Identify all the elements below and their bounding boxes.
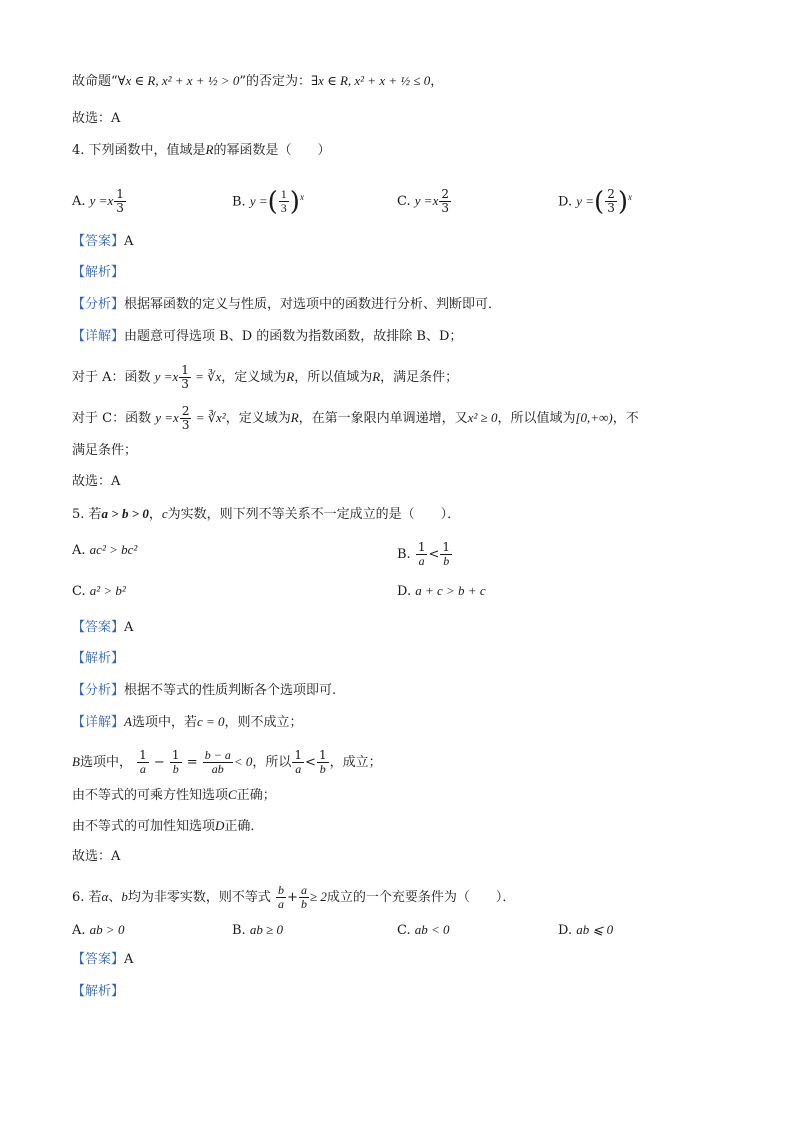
- q5-option-b: B. $\frac{1}{a}$ < $\frac{1}{b}$: [397, 540, 451, 568]
- frac: [416, 541, 428, 568]
- q6-option-b: [232, 921, 283, 940]
- q5-option-c: [72, 582, 126, 601]
- fenxi-line: [72, 682, 336, 700]
- detail-c-cont: 满足条件；: [72, 443, 138, 458]
- answer-line: [72, 951, 133, 969]
- math: y =: [155, 410, 174, 425]
- text: ，则不成立；: [224, 715, 303, 730]
- answer-tag: 【答案】: [72, 620, 125, 635]
- math: x: [173, 410, 179, 425]
- q6-option-d: [558, 921, 613, 940]
- math: y =: [414, 193, 433, 208]
- den: b: [319, 762, 326, 776]
- text: 的幂函数是（ ）: [213, 143, 331, 158]
- detail-c: 对于 C：函数 y =x $\frac{2}{3}$ = ∛x²，定义域为R，在第一象限内单调递增，又x² ≥ 0，所以值域为[0,+∞)，不: [72, 404, 639, 432]
- num: 1: [294, 748, 303, 762]
- num: 1: [417, 540, 426, 554]
- text: 对于 A：函数: [72, 370, 151, 385]
- math: ∛x: [207, 369, 222, 384]
- q4-option-d: [558, 188, 632, 215]
- option-label: B.: [232, 923, 246, 938]
- frac: [279, 188, 289, 215]
- frac: [137, 749, 149, 776]
- num: 1: [116, 187, 124, 201]
- math: x: [107, 193, 114, 208]
- text: 由不等式的可乘方性知选项: [72, 788, 229, 803]
- math-R: R: [205, 142, 214, 157]
- text: 根据不等式的性质判断各个选项即可.: [124, 683, 337, 698]
- math: c: [161, 506, 168, 521]
- text: 选项中，若: [131, 715, 197, 730]
- text: 选项中，: [79, 755, 132, 770]
- num: 1: [280, 187, 287, 202]
- option-label: D.: [558, 194, 573, 210]
- frac: [317, 749, 329, 776]
- option-label: B.: [397, 547, 411, 562]
- math: α: [101, 889, 109, 904]
- answer-tag: 【答案】: [72, 234, 125, 249]
- exp: x: [299, 192, 304, 202]
- frac: [276, 884, 286, 911]
- question-4: [72, 141, 331, 160]
- text: 由题意可得选项 B、D 的函数为指数函数，故排除 B、D；: [124, 329, 463, 344]
- num: b: [278, 883, 285, 897]
- frac: [440, 541, 452, 568]
- question-6: 6. 若α、b均为非零实数，则不等式 $\frac{b}{a}$ + $\frac{a}{b}$ ≥ 2成立的一个充要条件为（ ）．: [72, 883, 516, 911]
- text: ，在第一象限内单调递增，又: [298, 411, 468, 426]
- detail-b: B选项中， $\frac{1}{a}$ − $\frac{1}{b}$ = $\frac{b - a}{ab}$ < 0，所以 $\frac{1}{a}$ < $\frac{1}{b}$ ，成立；: [72, 748, 382, 776]
- math: y =: [576, 193, 595, 209]
- choose-line: 故选：A: [72, 849, 121, 864]
- text: ”的否定为：: [239, 74, 311, 89]
- text: 、: [108, 890, 122, 905]
- math: C: [228, 787, 237, 802]
- math: y =: [154, 369, 173, 384]
- text: ，所以值域为: [294, 370, 373, 385]
- math: a > b > 0: [101, 506, 149, 521]
- frac: [292, 749, 304, 776]
- text: ，: [148, 507, 162, 522]
- detail-d: [72, 817, 263, 836]
- math: y =: [249, 193, 268, 209]
- text: ，: [430, 74, 444, 89]
- fenxi-tag: 【分析】: [72, 297, 125, 312]
- detail-c: [72, 786, 276, 805]
- xiangjie-line: [72, 713, 303, 732]
- frac: [299, 884, 309, 911]
- math: ab ≥ 0: [249, 922, 283, 937]
- den: ab: [211, 762, 224, 776]
- math: A: [124, 714, 132, 729]
- fenxi-tag: 【分析】: [72, 683, 125, 698]
- paren: ): [289, 186, 300, 217]
- option-label: A.: [72, 194, 86, 209]
- answer-value: A: [124, 952, 134, 967]
- den: 3: [441, 201, 449, 215]
- math: ab > 0: [89, 922, 125, 937]
- num: 1: [442, 540, 451, 554]
- jiexi-tag: 【解析】: [72, 265, 125, 280]
- num: 1: [181, 363, 189, 377]
- exp-frac: [179, 364, 191, 391]
- math: c = 0: [196, 714, 225, 729]
- den: a: [139, 762, 146, 776]
- den: a: [278, 897, 285, 911]
- q6-option-a: [72, 921, 124, 940]
- den: 3: [607, 201, 615, 216]
- den: 3: [116, 201, 124, 215]
- text: 4. 下列函数中，值域是: [72, 143, 206, 158]
- text: 成立的一个充要条件为（ ）．: [326, 890, 516, 905]
- exp-frac: [114, 188, 126, 215]
- frac: [170, 749, 182, 776]
- option-label: D.: [558, 923, 573, 938]
- den: b: [443, 554, 450, 568]
- xiangjie-line: [72, 328, 462, 346]
- paren: ): [617, 186, 628, 217]
- option-label: A.: [72, 923, 86, 938]
- answer-line: [72, 233, 133, 251]
- math: ∛x²: [207, 410, 226, 425]
- num: 2: [441, 187, 449, 201]
- answer-tag: 【答案】: [72, 952, 125, 967]
- text: 由不等式的可加性知选项: [72, 819, 216, 834]
- exp: x: [627, 192, 632, 202]
- text: 5. 若: [72, 507, 102, 522]
- text: 均为非零实数，则不等式: [127, 890, 271, 905]
- math: x: [172, 369, 179, 384]
- den: b: [300, 897, 307, 911]
- text: 对于 C：函数: [72, 411, 152, 426]
- q5-option-d: [397, 582, 486, 601]
- paren: (: [594, 186, 605, 217]
- option-label: C.: [397, 194, 411, 209]
- text-line-negation: [72, 72, 443, 91]
- den: 3: [181, 377, 189, 391]
- math: ac² > bc²: [89, 542, 138, 557]
- q4-option-c: [397, 188, 452, 215]
- math: < 0: [233, 754, 253, 769]
- math: ab < 0: [414, 922, 450, 937]
- question-5: [72, 505, 460, 524]
- math: R: [372, 369, 381, 384]
- math: a² > b²: [89, 583, 126, 598]
- answer-value: A: [124, 234, 134, 249]
- math: y =: [89, 193, 108, 208]
- q4-option-a: [72, 188, 127, 215]
- den: 3: [181, 418, 190, 432]
- num: a: [300, 883, 307, 897]
- answer-value: A: [124, 620, 134, 635]
- text: ，成立；: [329, 755, 382, 770]
- jiexi-tag: 【解析】: [72, 651, 125, 666]
- math-range: [0,+∞): [575, 410, 613, 425]
- num: 1: [139, 748, 147, 762]
- text: ，满足条件；: [380, 370, 459, 385]
- frac: [203, 749, 233, 776]
- math: a + c > b + c: [415, 583, 486, 598]
- math-exists: ∃x ∈ R, x² + x + ½ ≤ 0: [311, 73, 431, 88]
- choose-line: 故选：A: [72, 474, 121, 489]
- num: 1: [171, 748, 180, 762]
- text: 6. 若: [72, 890, 102, 905]
- math: R: [286, 369, 295, 384]
- option-label: B.: [232, 194, 246, 210]
- den: a: [418, 554, 425, 568]
- answer-line: [72, 619, 133, 637]
- option-label: D.: [397, 584, 412, 599]
- den: b: [172, 762, 179, 776]
- text: ，不: [612, 411, 639, 426]
- exp-frac: [439, 188, 451, 215]
- math: D: [215, 818, 225, 833]
- text: 根据幂函数的定义与性质，对选项中的函数进行分析、判断即可．: [124, 297, 502, 312]
- num: 2: [181, 404, 190, 418]
- q6-option-c: [397, 921, 450, 940]
- num: 2: [607, 187, 615, 202]
- text: ，所以值域为: [497, 411, 576, 426]
- math: x: [432, 193, 439, 208]
- jiexi-tag: 【解析】: [72, 984, 125, 999]
- text: 正确；: [236, 788, 276, 803]
- text: ，定义域为: [221, 370, 287, 385]
- num: b − a: [204, 748, 231, 762]
- detail-a: 对于 A：函数 y =x $\frac{1}{3}$ = ∛x，定义域为R，所以值域为R，满足条件；: [72, 363, 459, 391]
- math: x² ≥ 0: [467, 410, 498, 425]
- math: R: [290, 410, 299, 425]
- math: ab ⩽ 0: [576, 922, 614, 937]
- math-forall: ∀x ∈ R, x² + x + ½ > 0: [117, 73, 240, 88]
- fenxi-line: [72, 296, 501, 314]
- text: ，定义域为: [225, 411, 291, 426]
- math: B: [72, 754, 80, 769]
- den: 3: [280, 201, 287, 216]
- text: 正确．: [224, 819, 264, 834]
- option-label: C.: [72, 584, 86, 599]
- xiangjie-tag: 【详解】: [72, 715, 125, 730]
- paren: (: [267, 186, 278, 217]
- option-label: A.: [72, 543, 86, 558]
- den: a: [295, 762, 302, 776]
- text: 故命题“: [72, 74, 118, 89]
- option-label: C.: [397, 923, 411, 938]
- xiangjie-tag: 【详解】: [72, 329, 125, 344]
- q5-option-a: [72, 541, 137, 560]
- math: ≥ 2: [309, 889, 327, 904]
- q4-option-b: [232, 188, 304, 215]
- exp-frac: [180, 405, 192, 432]
- frac: [605, 188, 617, 215]
- num: 1: [318, 748, 327, 762]
- text: 为实数，则下列不等关系不一定成立的是（ ）．: [167, 507, 461, 522]
- text: ，所以: [252, 755, 292, 770]
- choose-line: 故选：A: [72, 111, 121, 126]
- math: b: [121, 889, 128, 904]
